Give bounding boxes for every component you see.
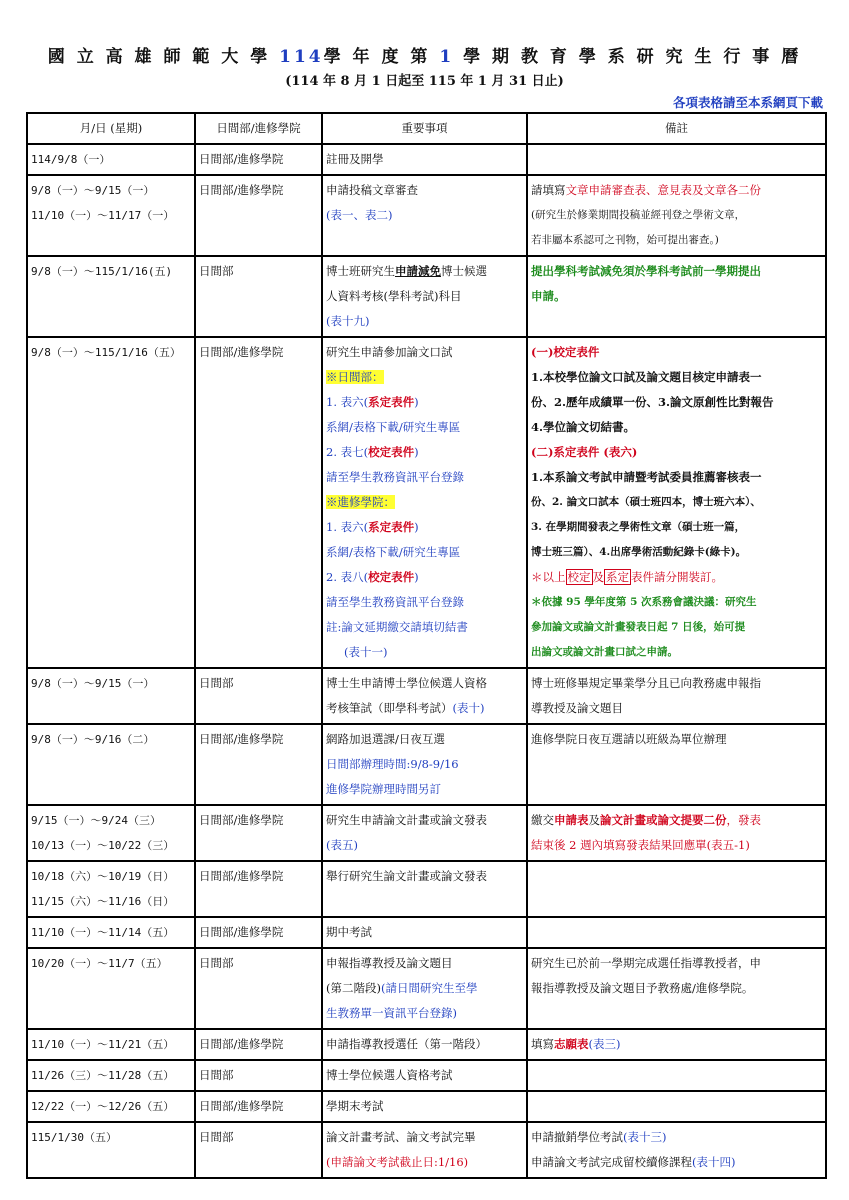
page-title: 國 立 高 雄 師 範 大 學 114學 年 度 第 1 學 期 教 育 學 系 研 究 生 行 事 曆	[47, 47, 802, 67]
row-unit: 日間部	[195, 948, 322, 1029]
row-date: 9/8（一）～115/1/16（五）	[27, 337, 195, 668]
row-note: 繳交申請表及論文計畫或論文提要二份，發表 結束後 2 週內填寫發表結果回應單(表五-1)	[527, 805, 826, 861]
row-note	[527, 1060, 826, 1091]
row-event: 博士班研究生申請減免博士候選 人資料考核(學科考試)科目 (表十九)	[322, 256, 527, 337]
row-note	[527, 917, 826, 948]
table-row	[27, 256, 826, 337]
col-header-unit: 日間部/進修學院	[195, 113, 322, 144]
row-unit: 日間部/進修學院	[195, 337, 322, 668]
row-note: (一)校定表件 1.本校學位論文口試及論文題目核定申請表一 份、2.歷年成績單一份、3.論文原創性比對報告 4.學位論文切結書。 (二)系定表件 (表六) 1.本系論文考試申請暨考試委員推薦審核表一 份、2. 論文口試本（碩士班四本，博士班六本）、 3. 在學期間發表之學術性文章（碩士班一篇， 博士班三篇）、4.出席學術活動紀錄卡(綠卡)。 ＊以上 校定 及 系定 表件請分開裝訂。 ＊依據 95 學年度第 5 次系務會議決議：研究生 參加論文或論文計畫發表日起 7 日後，始可提 出論文或論文計畫口試之申請。	[527, 337, 826, 668]
row-unit: 日間部/進修學院	[195, 1029, 322, 1060]
row-note: 進修學院日夜互選請以班級為單位辦理	[527, 724, 826, 805]
table-row	[27, 668, 826, 724]
table-row	[27, 1060, 826, 1091]
row-note: 請填寫文章申請審查表、意見表及文章各二份 (研究生於修業期間投稿並經刊登之學術文章， 若非屬本系認可之刊物，始可提出審查。)	[527, 175, 826, 256]
row-event: 學期末考試	[322, 1091, 527, 1122]
row-event: 論文計畫考試、論文考試完畢 (申請論文考試截止日:1/16)	[322, 1122, 527, 1178]
row-event: 研究生申請參加論文口試 ※日間部： 1. 表六(系定表件) 系網/表格下載/研究生專區 2. 表七(校定表件) 請至學生教務資訊平台登錄 ※進修學院： 1. 表六(系定表件) 系網/表格下載/研究生專區 2. 表八(校定表件) 請至學生教務資訊平台登錄 註:論文延期繳交請填切結書 (表十一)	[322, 337, 527, 668]
row-note	[527, 861, 826, 917]
table-row	[27, 861, 826, 917]
row-event: 博士學位候選人資格考試	[322, 1060, 527, 1091]
row-note: 填寫志願表(表三)	[527, 1029, 826, 1060]
row-note: 申請撤銷學位考試(表十三) 申請論文考試完成留校續修課程(表十四)	[527, 1122, 826, 1178]
row-date: 9/8（一）～9/16（二）	[27, 724, 195, 805]
row-event: 申報指導教授及論文題目 (第二階段)(請日間研究生至學 生教務單一資訊平台登錄)	[322, 948, 527, 1029]
row-date: 9/8（一）～115/1/16(五)	[27, 256, 195, 337]
table-row	[27, 948, 826, 1029]
row-date: 114/9/8（一）	[27, 144, 195, 175]
table-row	[27, 144, 826, 175]
row-unit: 日間部	[195, 256, 322, 337]
page-subtitle: (114 年 8 月 1 日起至 115 年 1 月 31 日止)	[285, 74, 564, 89]
row-note: 研究生已於前一學期完成選任指導教授者，申 報指導教授及論文題目予教務處/進修學院。	[527, 948, 826, 1029]
row-unit: 日間部/進修學院	[195, 861, 322, 917]
row-event: 註冊及開學	[322, 144, 527, 175]
table-row	[27, 805, 826, 861]
row-date: 12/22（一）～12/26（五）	[27, 1091, 195, 1122]
calendar-table	[26, 112, 827, 1179]
row-unit: 日間部	[195, 1122, 322, 1178]
row-date: 9/8（一）～9/15（一）	[27, 668, 195, 724]
row-unit: 日間部/進修學院	[195, 1091, 322, 1122]
row-date: 115/1/30（五）	[27, 1122, 195, 1178]
row-unit: 日間部/進修學院	[195, 805, 322, 861]
col-header-date: 月/日 (星期)	[27, 113, 195, 144]
table-row	[27, 1029, 826, 1060]
row-unit: 日間部/進修學院	[195, 144, 322, 175]
row-event: 舉行研究生論文計畫或論文發表	[322, 861, 527, 917]
row-unit: 日間部	[195, 1060, 322, 1091]
row-unit: 日間部/進修學院	[195, 917, 322, 948]
row-date: 11/10（一）～11/21（五）	[27, 1029, 195, 1060]
table-header-row	[27, 113, 826, 144]
table-row	[27, 175, 826, 256]
table-row	[27, 917, 826, 948]
table-row	[27, 337, 826, 668]
table-row	[27, 1091, 826, 1122]
row-event: 申請投稿文章審查 (表一、表二)	[322, 175, 527, 256]
row-note: 提出學科考試減免須於學科考試前一學期提出 申請。	[527, 256, 826, 337]
row-event: 研究生申請論文計畫或論文發表 (表五)	[322, 805, 527, 861]
row-note	[527, 144, 826, 175]
row-date: 9/8（一）～9/15（一） 11/10（一）～11/17（一）	[27, 175, 195, 256]
row-event: 期中考試	[322, 917, 527, 948]
row-event: 博士生申請博士學位候選人資格 考核筆試（即學科考試）(表十)	[322, 668, 527, 724]
row-unit: 日間部/進修學院	[195, 724, 322, 805]
row-note: 博士班修畢規定畢業學分且已向教務處申報指 導教授及論文題目	[527, 668, 826, 724]
row-unit: 日間部	[195, 668, 322, 724]
row-date: 10/20（一）～11/7（五）	[27, 948, 195, 1029]
row-date: 9/15（一）～9/24（三） 10/13（一）～10/22（三）	[27, 805, 195, 861]
row-event: 申請指導教授選任（第一階段）	[322, 1029, 527, 1060]
row-date: 11/10（一）～11/14（五）	[27, 917, 195, 948]
table-row	[27, 724, 826, 805]
table-row	[27, 1122, 826, 1178]
col-header-event: 重要事項	[322, 113, 527, 144]
row-date: 11/26（三）～11/28（五）	[27, 1060, 195, 1091]
col-header-note: 備註	[527, 113, 826, 144]
row-date: 10/18（六）～10/19（日） 11/15（六）～11/16（日）	[27, 861, 195, 917]
row-event: 網路加退選課/日夜互選 日間部辦理時間:9/8-9/16 進修學院辦理時間另訂	[322, 724, 527, 805]
download-note: 各項表格請至本系網頁下載	[672, 95, 823, 110]
row-unit: 日間部/進修學院	[195, 175, 322, 256]
row-note	[527, 1091, 826, 1122]
